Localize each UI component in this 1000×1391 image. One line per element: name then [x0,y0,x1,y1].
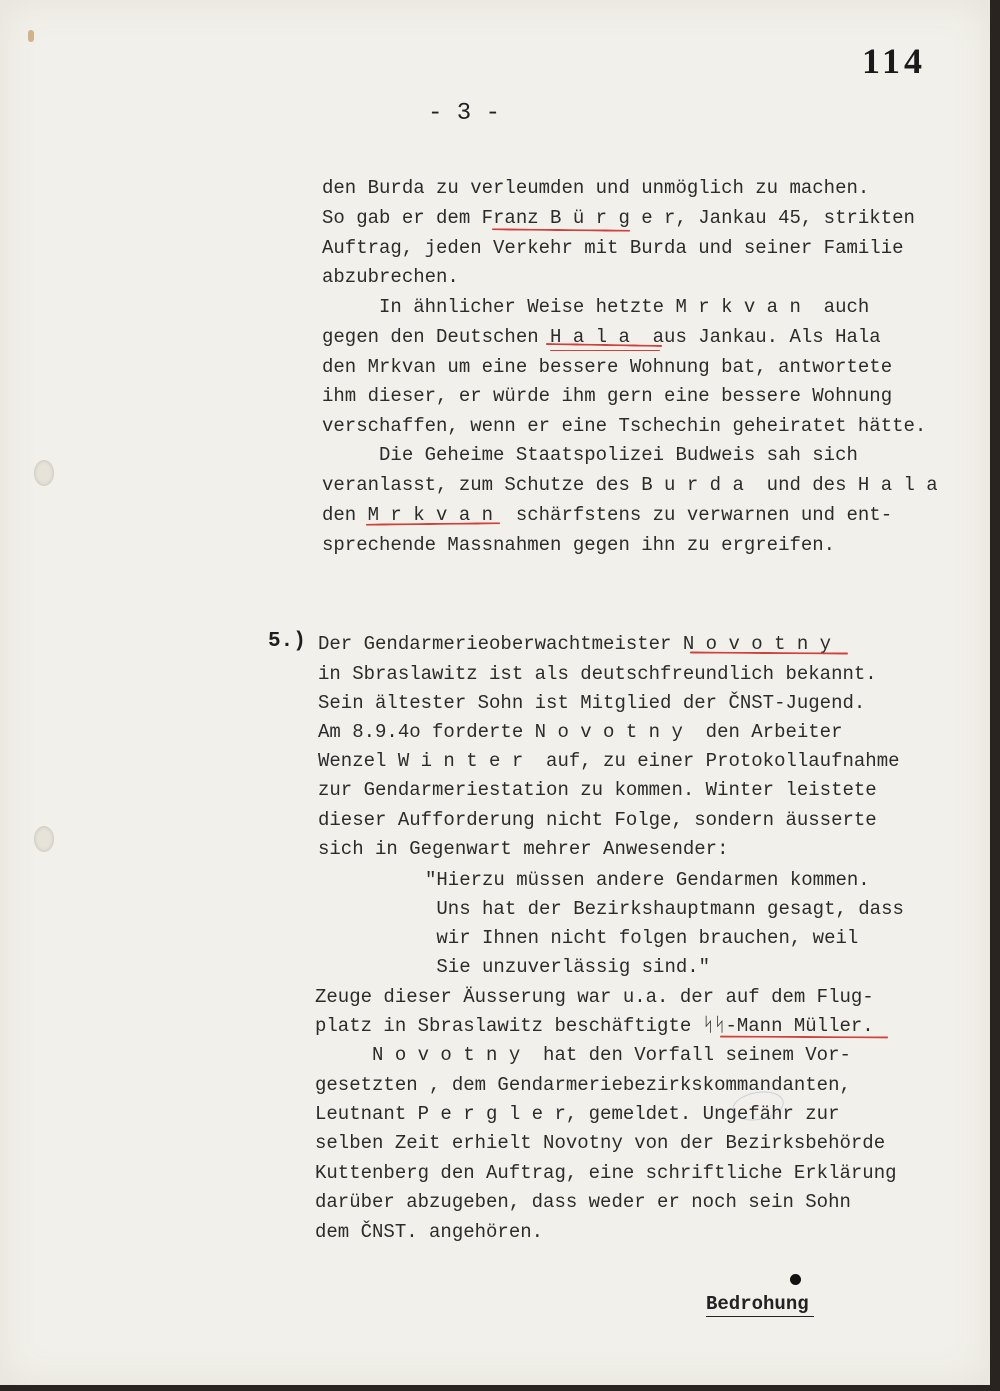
quote-line: Uns hat der Bezirkshauptmann gesagt, dass [425,898,904,920]
punch-hole [34,826,54,852]
text-line: sich in Gegenwart mehrer Anwesender: [318,838,729,860]
text-line: Die Geheime Staatspolizei Budweis sah sich [322,444,858,466]
text-line: Zeuge dieser Äusserung war u.a. der auf dem Flug- [315,986,874,1008]
next-section-heading: Bedrohung [706,1293,809,1315]
text-line: selben Zeit erhielt Novotny von der Bezirksbehörde [315,1132,886,1154]
text-line: gesetzten , dem Gendarmeriebezirkskommandanten, [315,1074,851,1096]
text-line: In ähnlicher Weise hetzte M r k v a n auch [322,296,870,318]
text-line: zur Gendarmeriestation zu kommen. Winter leistete [318,779,877,801]
text-line: Auftrag, jeden Verkehr mit Burda und seiner Familie [322,237,904,259]
text-line: Wenzel W i n t e r auf, zu einer Protokollaufnahme [318,750,900,772]
text-line: in Sbraslawitz ist als deutschfreundlich bekannt. [318,663,877,685]
red-underline [492,228,630,231]
text-line: Leutnant P e r g l e r, gemeldet. Ungefähr zur [315,1103,840,1125]
text-line: dieser Aufforderung nicht Folge, sondern äusserte [318,809,877,831]
page-number: - 3 - [428,100,501,127]
text-line: den M r k v a n schärfstens zu verwarnen und ent- [322,504,893,526]
text-line: Am 8.9.4o forderte N o v o t n y den Arbeiter [318,721,843,743]
text-line: abzubrechen. [322,266,459,288]
text-line: dem ČNST. angehören. [315,1221,544,1243]
punch-hole [34,460,54,486]
text-line: den Mrkvan um eine bessere Wohnung bat, antwortete [322,356,893,378]
quote-line: Sie unzuverlässig sind." [425,956,711,978]
ink-dot [790,1274,801,1285]
text-line: platz in Sbraslawitz beschäftigte ᛋᛋ-Mann Müller. [315,1015,874,1037]
text-line: Sein ältester Sohn ist Mitglied der ČNST-Jugend. [318,692,866,714]
text-line: ihm dieser, er würde ihm gern eine bessere Wohnung [322,385,893,407]
quote-line: wir Ihnen nicht folgen brauchen, weil [425,927,859,949]
red-underline [720,1036,888,1039]
text-line: veranlasst, zum Schutze des B u r d a und des H a l a [322,474,938,496]
text-line: den Burda zu verleumden und unmöglich zu machen. [322,177,870,199]
text-line: So gab er dem Franz B ü r g e r, Jankau 45, strikten [322,207,915,229]
text-line: gegen den Deutschen H a l a aus Jankau. Als Hala [322,326,881,348]
folio-number: 114 [862,41,927,81]
rust-mark [28,30,34,42]
text-line: sprechende Massnahmen gegen ihn zu ergreifen. [322,534,836,556]
heading-underline [706,1316,814,1317]
red-underline [550,350,660,351]
text-line: Kuttenberg den Auftrag, eine schriftliche Erklärung [315,1162,897,1184]
quote-line: "Hierzu müssen andere Gendarmen kommen. [425,869,870,891]
text-line: verschaffen, wenn er eine Tschechin geheiratet hätte. [322,415,927,437]
text-line: Der Gendarmerieoberwachtmeister N o v o t n y [318,633,832,655]
text-line: darüber abzugeben, dass weder er noch sein Sohn [315,1191,851,1213]
list-marker-5: 5.) [268,630,306,653]
text-line: N o v o t n y hat den Vorfall seinem Vor- [315,1044,851,1066]
